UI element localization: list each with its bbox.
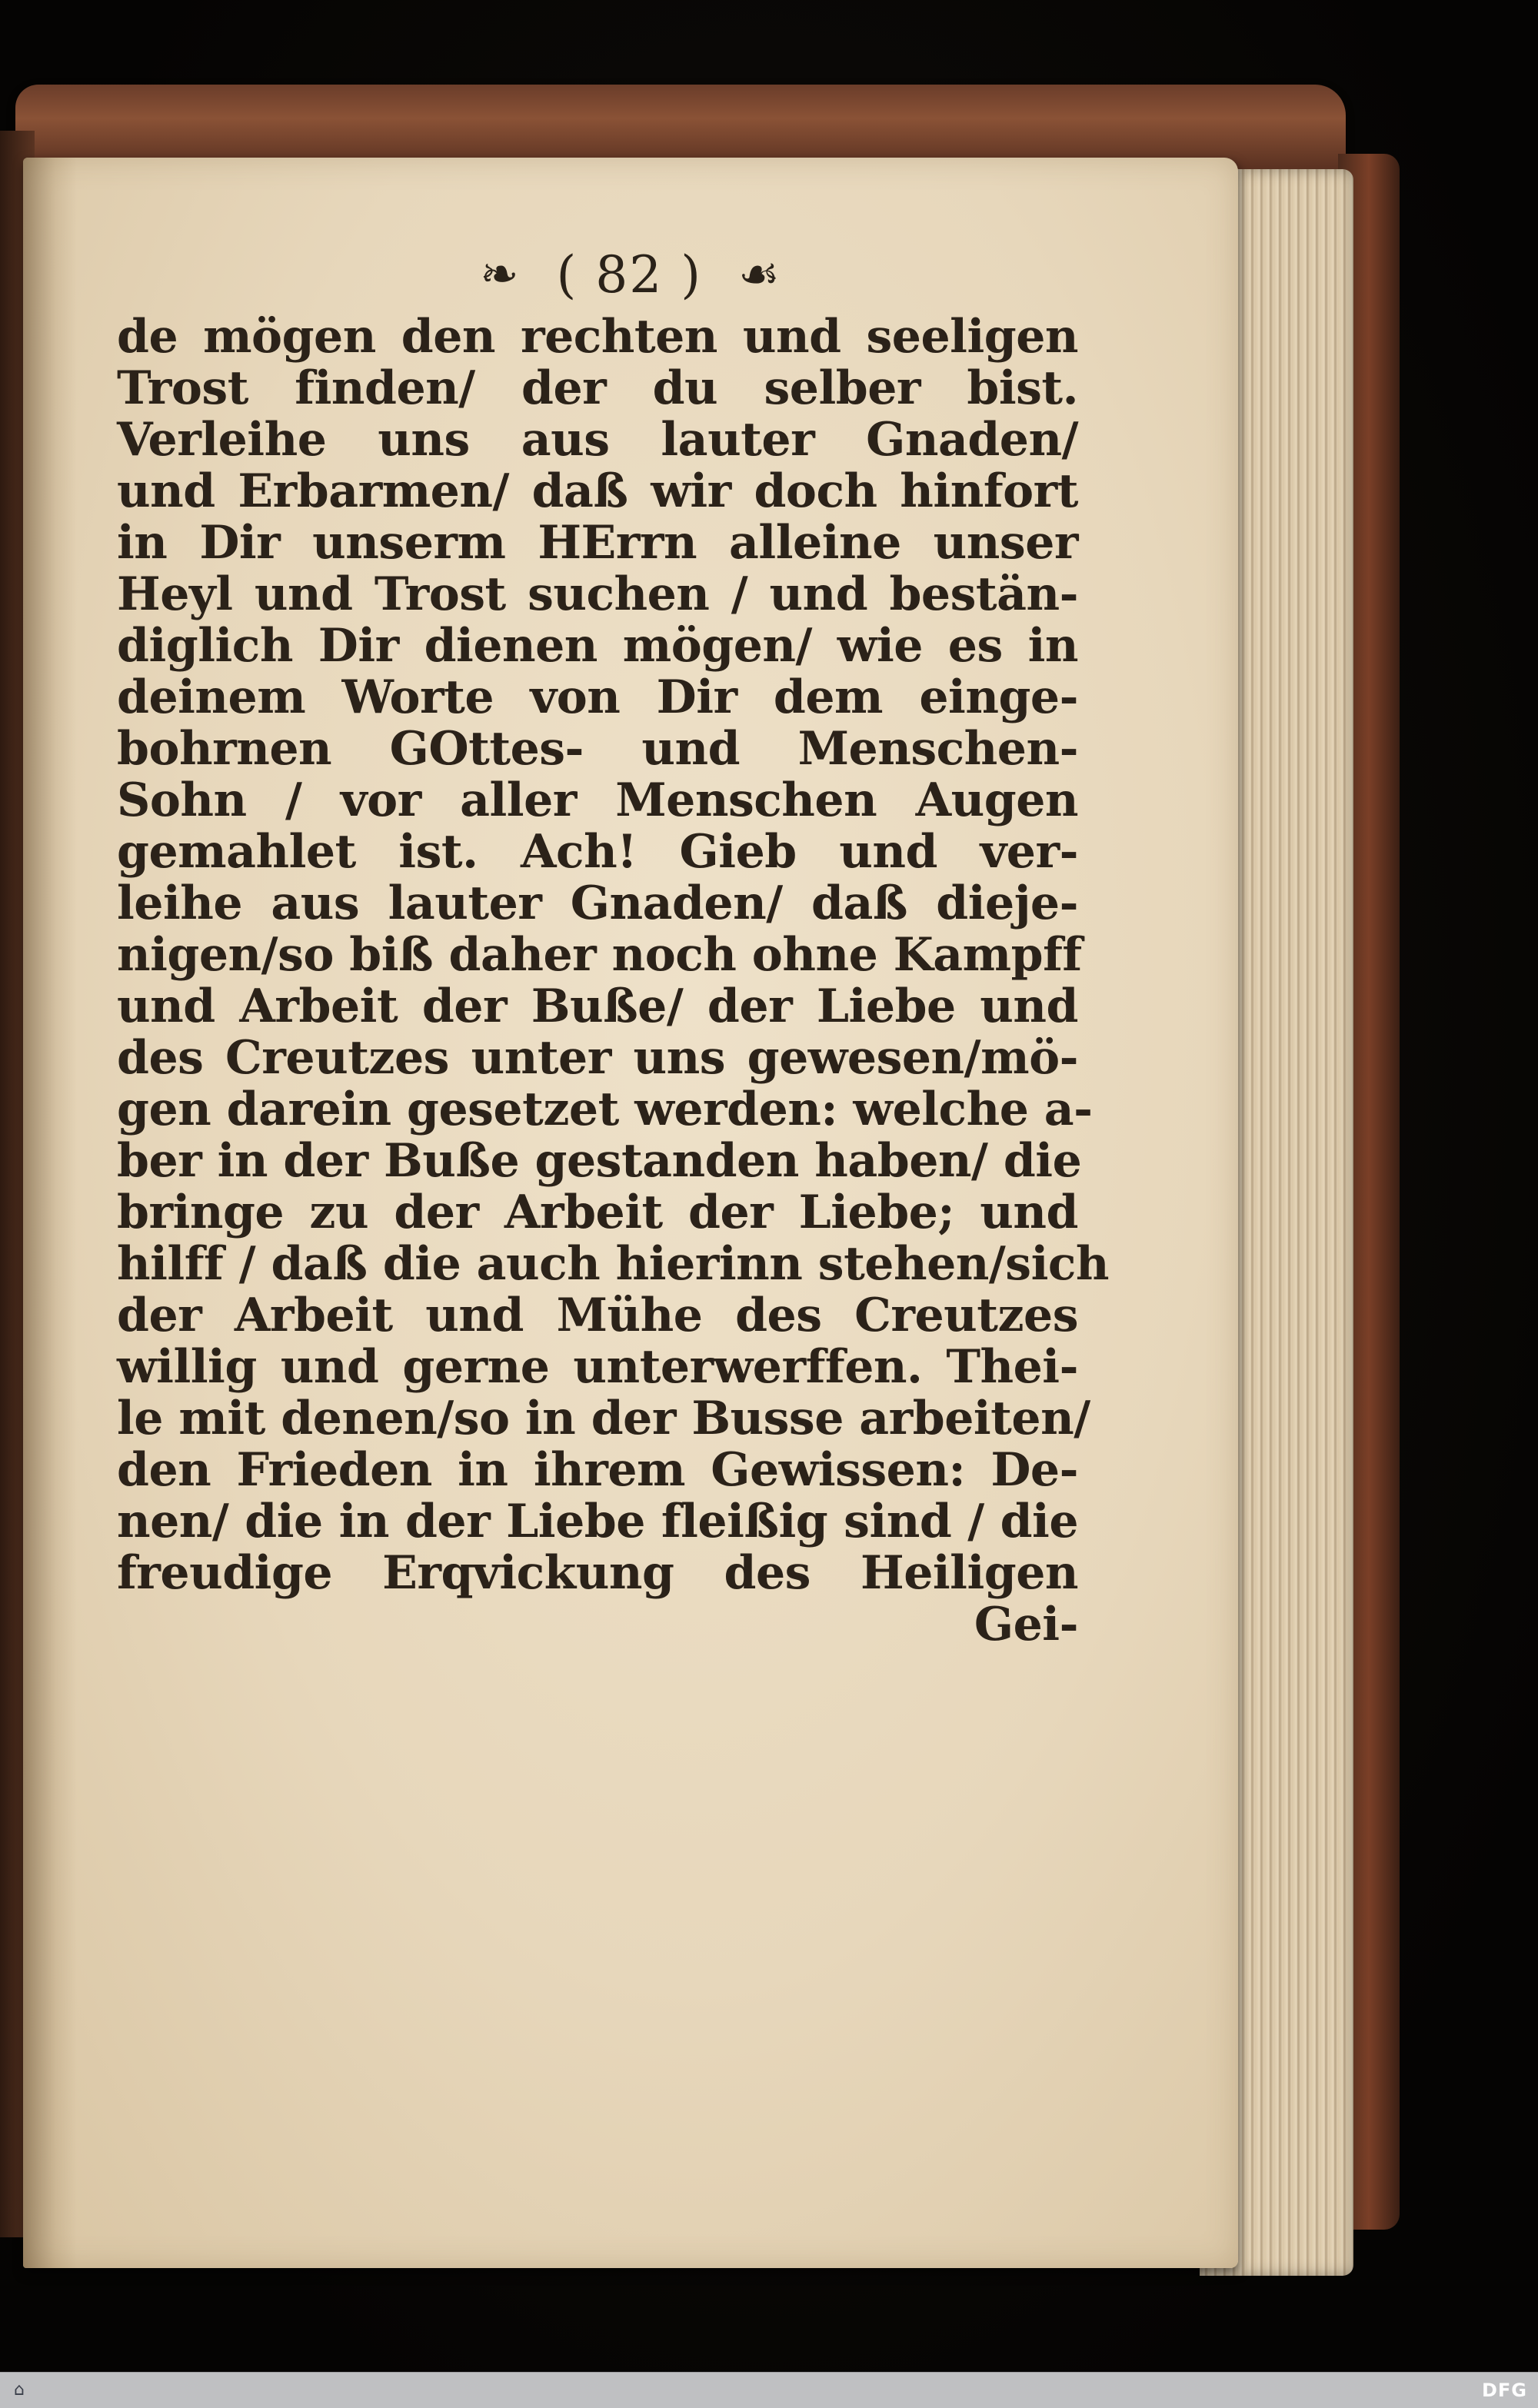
text-line: leihe aus lauter Gnaden/ daß dieje- (117, 876, 1078, 930)
book-page (23, 158, 1238, 2268)
text-line: ber in der Buße gestanden haben/ die (117, 1134, 1082, 1188)
text-line: in Dir unserm HErrn alleine unser (117, 516, 1078, 570)
text-line: Trost finden/ der du selber bist. (117, 361, 1078, 415)
ornament-left-icon: ❧ (480, 248, 521, 301)
text-line: nen/ die in der Liebe fleißig sind / die (117, 1495, 1078, 1548)
book-cover-top (15, 85, 1346, 169)
page-header (23, 241, 1238, 304)
text-line: Sohn / vor aller Menschen Augen (117, 773, 1078, 827)
text-line: nigen/so biß daher noch ohne Kampff (117, 928, 1082, 982)
text-line: de mögen den rechten und seeligen (117, 310, 1078, 364)
body-text (117, 310, 1110, 1651)
text-line: willig und gerne unterwerffen. Thei- (117, 1340, 1078, 1394)
text-line: hilff / daß die auch hierinn stehen/sich (117, 1237, 1110, 1291)
text-line: deinem Worte von Dir dem einge- (117, 670, 1078, 724)
text-line: diglich Dir dienen mögen/ wie es in (117, 619, 1078, 673)
dfg-logo[interactable]: DFG (1481, 2380, 1527, 2401)
text-line: bohrnen GOttes- und Menschen- (117, 722, 1078, 776)
text-line: den Frieden in ihrem Gewissen: De- (117, 1443, 1078, 1497)
viewer-footer-bar (0, 2372, 1538, 2408)
text-line: Verleihe uns aus lauter Gnaden/ (117, 413, 1078, 467)
text-line: freudige Erqvickung des Heiligen (117, 1546, 1078, 1600)
text-line: und Erbarmen/ daß wir doch hinfort (117, 464, 1078, 518)
text-line: le mit denen/so in der Busse arbeiten/ (117, 1392, 1090, 1445)
text-line: der Arbeit und Mühe des Creutzes (117, 1289, 1078, 1342)
library-seal-icon[interactable]: ⌂ (14, 2380, 25, 2400)
ornament-right-icon: ☙ (737, 248, 781, 301)
text-line: des Creutzes unter uns gewesen/mö- (117, 1031, 1078, 1085)
page-number: ( 82 ) (556, 244, 702, 304)
text-line: bringe zu der Arbeit der Liebe; und (117, 1186, 1078, 1239)
catchword: Gei- (974, 1598, 1078, 1651)
text-line: gemahlet ist. Ach! Gieb und ver- (117, 825, 1078, 879)
text-line: Heyl und Trost suchen / und bestän- (117, 567, 1078, 621)
text-line: und Arbeit der Buße/ der Liebe und (117, 979, 1078, 1033)
page-gutter (23, 158, 77, 2268)
text-line: gen darein gesetzet werden: welche a- (117, 1083, 1093, 1136)
